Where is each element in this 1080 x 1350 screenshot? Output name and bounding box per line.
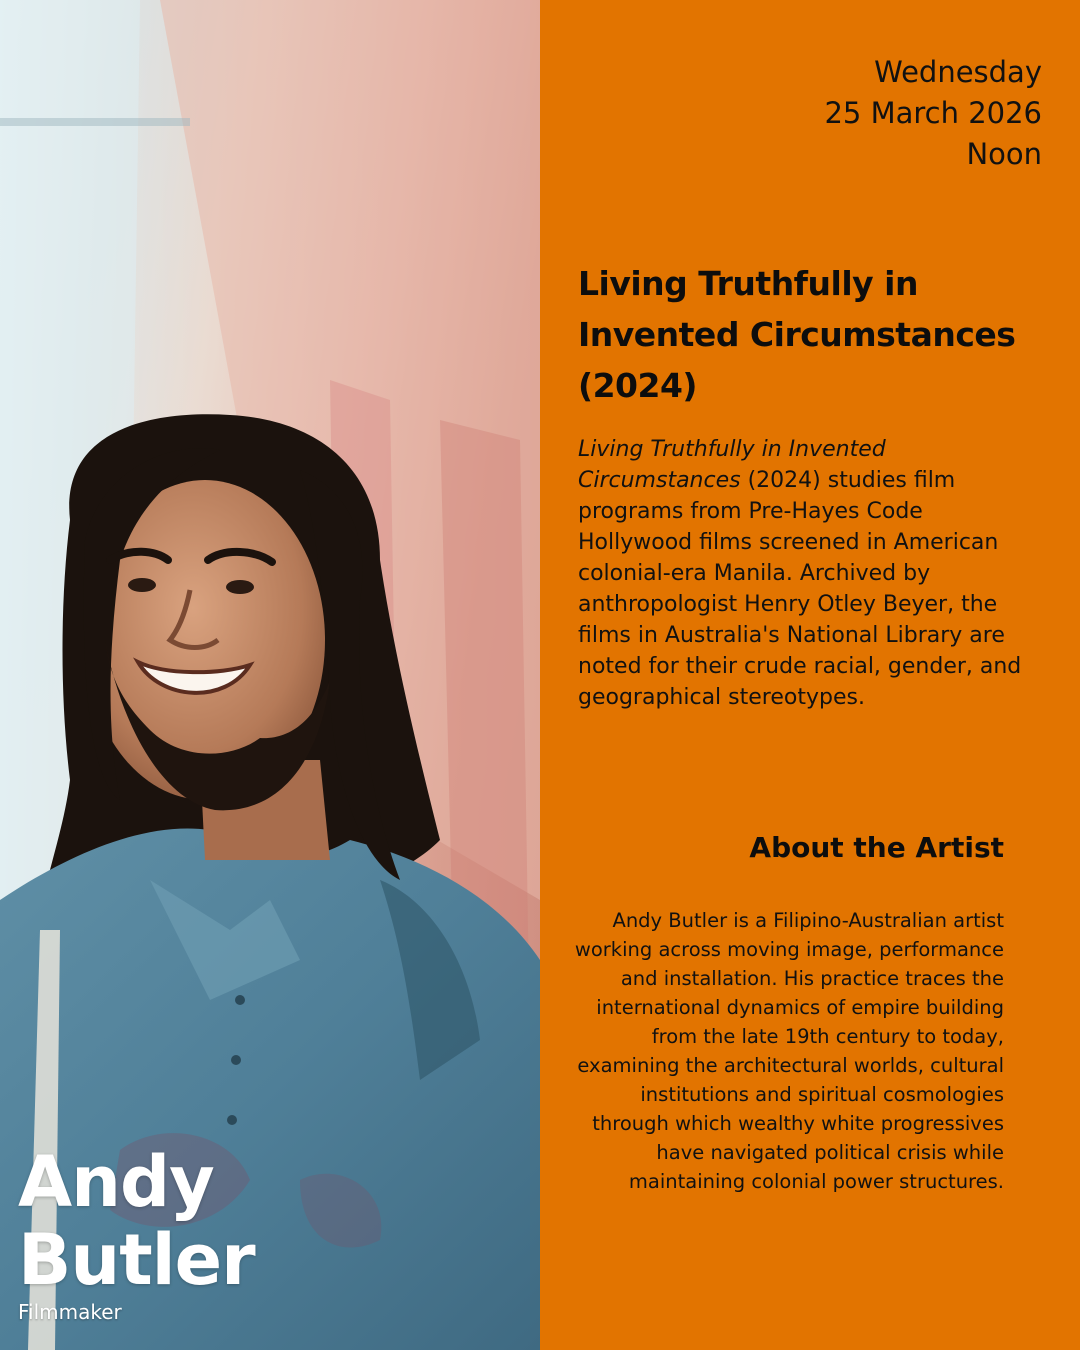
artist-last-name: Butler: [18, 1219, 255, 1301]
film-description-italic-title: Living Truthfully in Invented Circumstances: [578, 437, 886, 493]
film-title: Living Truthfully in Invented Circumstances (2024): [578, 264, 1016, 405]
artist-first-name: Andy: [18, 1141, 214, 1223]
film-description: [578, 434, 1038, 713]
event-datetime: [824, 52, 1042, 175]
film-description-text: (2024) studies film programs from Pre-Hayes Code Hollywood films screened in American colonial-era Manila. Archived by anthropologist Henry Otley Beyer, the films in Australia's National Library are noted for their crude racial, gender, and geographical stereotypes.: [578, 468, 1022, 710]
event-date: 25 March 2026: [824, 96, 1042, 130]
event-day: Wednesday: [874, 55, 1042, 89]
event-time: Noon: [966, 137, 1042, 171]
artist-name: [18, 1143, 255, 1299]
event-info-panel: [540, 0, 1080, 1350]
about-artist-heading: About the Artist: [749, 831, 1004, 864]
artist-role: Filmmaker: [18, 1300, 122, 1324]
about-artist-text: Andy Butler is a Filipino-Australian artist working across moving image, performance and installation. His practice traces the international dynamics of empire building from the late 19th century to today, examining the architectural worlds, cultural institutions and spiritual cosmologies through which wealthy white progressives have navigated political crisis while maintaining colonial power structures.: [574, 909, 1004, 1193]
